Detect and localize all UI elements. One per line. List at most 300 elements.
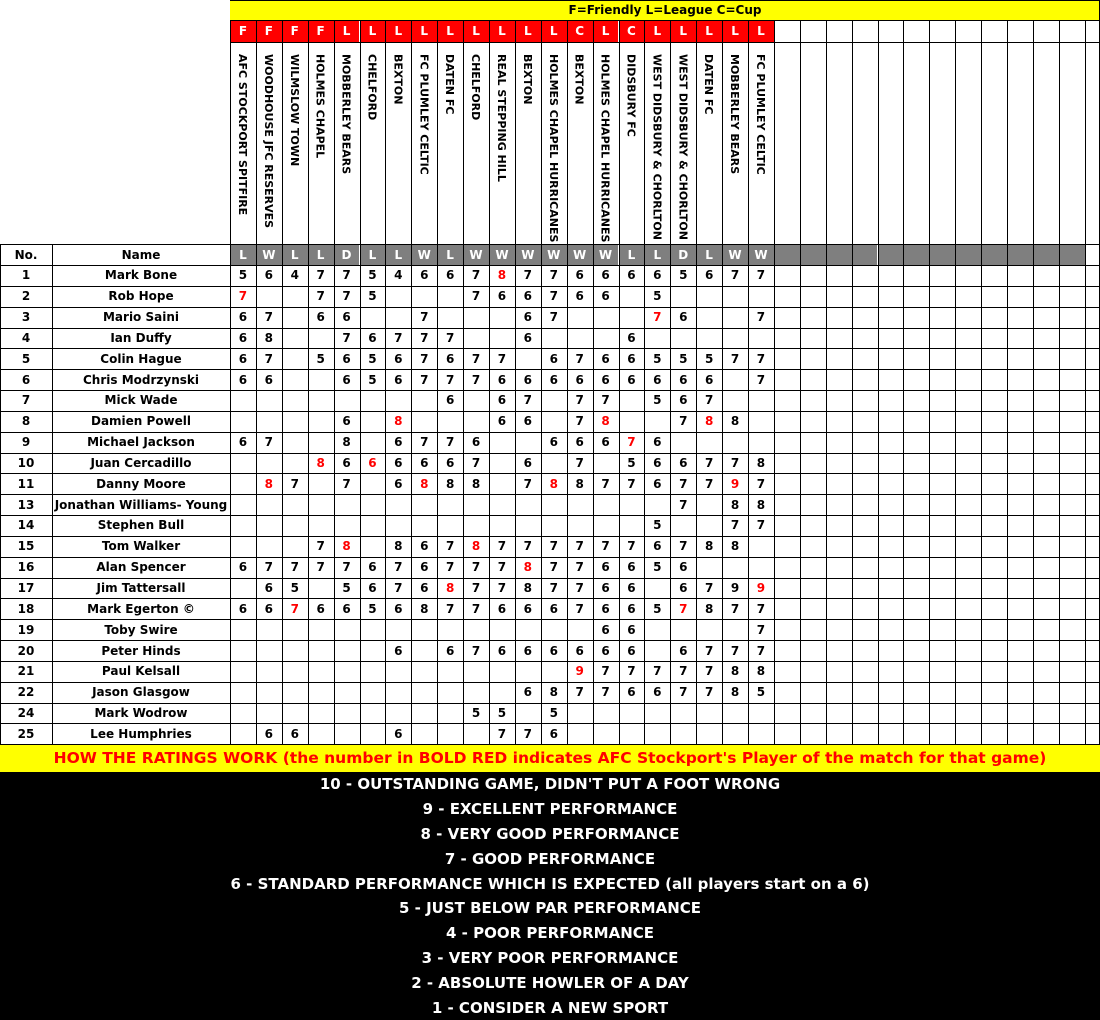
rating-cell: 6 — [497, 601, 507, 616]
rating-cell: 6 — [653, 372, 662, 387]
player-number: 17 — [17, 581, 35, 595]
rating-cell: 6 — [601, 289, 610, 304]
player-name: Alan Spencer — [96, 560, 186, 575]
rating-cell: 7 — [497, 726, 507, 741]
rating-cell: 6 — [549, 643, 558, 658]
rating-cell: 6 — [653, 455, 662, 470]
grid-line — [0, 473, 1100, 474]
rating-cell: 5 — [497, 706, 507, 721]
grid-line — [903, 20, 904, 744]
rating-cell: 7 — [601, 685, 610, 700]
rating-cell: 5 — [549, 706, 558, 721]
grid-line — [0, 723, 1100, 724]
grid-line — [0, 390, 1100, 391]
rating-cell: 5 — [679, 351, 688, 366]
rating-cell: 6 — [523, 289, 533, 304]
rating-cell: 7 — [756, 351, 766, 366]
rating-cell: 7 — [756, 372, 766, 387]
match-type-cell: L — [437, 20, 463, 42]
rating-key-line: 5 - JUST BELOW PAR PERFORMANCE — [398, 899, 702, 918]
rating-cell: 7 — [730, 643, 740, 658]
grid-line — [360, 20, 361, 744]
rating-cell: 8 — [756, 664, 766, 679]
rating-cell: 8 — [730, 664, 740, 679]
rating-cell: 7 — [420, 330, 429, 345]
rating-cell: 7 — [523, 726, 533, 741]
grid-line — [1007, 20, 1008, 744]
player-name: Mark Egerton © — [87, 601, 195, 616]
rating-cell: 7 — [601, 664, 610, 679]
empty-result-cell — [1033, 244, 1059, 265]
rating-cell: 8 — [704, 539, 714, 554]
rating-cell: 7 — [679, 414, 688, 429]
rating-cell: 6 — [445, 268, 455, 283]
rating-cell: 6 — [575, 435, 584, 450]
rating-cell: 6 — [238, 351, 248, 366]
grid-line — [230, 42, 1100, 43]
rating-cell: 7 — [342, 289, 351, 304]
rating-cell: 5 — [653, 560, 662, 575]
rating-cell: 5 — [342, 581, 351, 595]
rating-cell: 6 — [420, 560, 429, 575]
rating-cell: 6 — [394, 476, 403, 491]
opponent-name: WEST DIDSBURY & CHORLTON — [650, 54, 664, 240]
rating-cell: 6 — [497, 414, 507, 429]
player-number: 25 — [17, 726, 35, 741]
rating-cell: 6 — [601, 351, 610, 366]
grid-line — [541, 20, 542, 744]
player-name: Peter Hinds — [101, 643, 181, 658]
rating-cell: 6 — [394, 726, 403, 741]
ratings-key — [0, 772, 1100, 1020]
empty-result-cell — [800, 244, 826, 265]
rating-cell: 7 — [445, 560, 455, 575]
match-result-cell: W — [463, 244, 489, 265]
empty-result-cell — [955, 244, 981, 265]
player-number: 10 — [17, 455, 35, 470]
grid-line — [411, 20, 412, 744]
rating-cell: 7 — [679, 476, 688, 491]
rating-cell: 5 — [679, 268, 688, 283]
rating-cell: 6 — [601, 622, 610, 637]
rating-cell: 6 — [704, 268, 714, 283]
match-result-cell: L — [644, 244, 670, 265]
rating-cell: 6 — [679, 560, 688, 575]
rating-cell: 7 — [549, 289, 558, 304]
opponent-name: WILMSLOW TOWN — [287, 54, 301, 167]
opponent-name: FC PLUMLEY CELTIC — [754, 54, 767, 175]
motm-rating-cell: 8 — [394, 414, 403, 429]
match-result-cell: D — [670, 244, 696, 265]
motm-rating-cell: 8 — [549, 476, 558, 491]
player-number: 4 — [21, 330, 31, 345]
rating-cell: 7 — [316, 268, 325, 283]
player-number: 24 — [17, 706, 35, 721]
rating-cell: 6 — [394, 372, 403, 387]
match-type-cell: L — [541, 20, 567, 42]
rating-key-line: 10 - OUTSTANDING GAME, DIDN'T PUT A FOOT WRONG — [319, 775, 781, 794]
rating-cell: 6 — [601, 581, 610, 595]
rating-cell: 7 — [756, 601, 766, 616]
grid-line — [0, 453, 1100, 454]
rating-cell: 7 — [471, 351, 481, 366]
player-name: Jonathan Williams- Young — [54, 497, 228, 512]
rating-cell: 6 — [497, 372, 507, 387]
rating-key-line: 8 - VERY GOOD PERFORMANCE — [420, 824, 680, 843]
rating-cell: 7 — [601, 393, 610, 408]
rating-cell: 6 — [368, 581, 377, 595]
rating-cell: 5 — [368, 601, 377, 616]
match-type-cell: C — [619, 20, 645, 42]
empty-result-cell — [1059, 244, 1085, 265]
grid-line — [230, 20, 1100, 21]
rating-cell: 6 — [575, 643, 584, 658]
rating-key-line: 7 - GOOD PERFORMANCE — [444, 849, 656, 868]
rating-cell: 7 — [394, 581, 403, 595]
empty-result-cell — [878, 244, 904, 265]
player-number: 7 — [21, 393, 31, 408]
player-name: Paul Kelsall — [101, 664, 181, 679]
header-no: No. — [14, 247, 38, 262]
rating-cell: 7 — [549, 560, 558, 575]
rating-cell: 6 — [679, 581, 688, 595]
rating-cell: 6 — [601, 435, 610, 450]
match-result-cell: L — [282, 244, 308, 265]
empty-result-cell — [1007, 244, 1033, 265]
match-result-cell: L — [619, 244, 645, 265]
match-result-cell: W — [722, 244, 748, 265]
match-result-cell: W — [256, 244, 282, 265]
player-name: Mark Bone — [104, 268, 178, 283]
rating-cell: 7 — [756, 622, 766, 637]
grid-line — [852, 20, 853, 744]
rating-cell: 6 — [575, 268, 584, 283]
rating-cell: 7 — [471, 372, 481, 387]
player-name: Colin Hague — [100, 351, 182, 366]
rating-cell: 6 — [420, 539, 429, 554]
rating-cell: 6 — [653, 435, 662, 450]
grid-line — [644, 20, 645, 744]
player-number: 5 — [21, 351, 31, 366]
match-type-cell: L — [748, 20, 774, 42]
player-number: 3 — [21, 310, 31, 325]
rating-cell: 7 — [575, 560, 584, 575]
rating-cell: 6 — [238, 330, 248, 345]
rating-cell: 8 — [704, 601, 714, 616]
rating-cell: 7 — [653, 664, 662, 679]
rating-cell: 6 — [264, 581, 274, 595]
rating-cell: 6 — [653, 268, 662, 283]
rating-cell: 7 — [445, 539, 455, 554]
match-type-cell: L — [385, 20, 411, 42]
rating-cell: 7 — [601, 476, 610, 491]
grid-line — [0, 244, 1100, 245]
player-number: 20 — [17, 643, 35, 658]
opponent-name: WEST DIDSBURY & CHORLTON — [676, 54, 690, 240]
rating-cell: 5 — [756, 685, 766, 700]
rating-cell: 6 — [497, 289, 507, 304]
opponent-name: AFC STOCKPORT SPITFIRE — [236, 54, 249, 216]
rating-cell: 5 — [653, 601, 662, 616]
rating-cell: 5 — [653, 351, 662, 366]
rating-cell: 6 — [627, 560, 636, 575]
motm-rating-cell: 9 — [756, 581, 766, 595]
rating-cell: 7 — [679, 685, 688, 700]
rating-cell: 6 — [445, 393, 455, 408]
rating-cell: 7 — [420, 310, 429, 325]
motm-rating-cell: 7 — [290, 601, 299, 616]
rating-cell: 6 — [549, 726, 558, 741]
rating-cell: 7 — [756, 310, 766, 325]
match-result-cell: L — [308, 244, 334, 265]
rating-cell: 7 — [704, 685, 714, 700]
rating-cell: 6 — [264, 372, 274, 387]
grid-line — [955, 20, 956, 744]
rating-cell: 7 — [342, 268, 351, 283]
rating-cell: 5 — [368, 289, 377, 304]
rating-cell: 7 — [497, 560, 507, 575]
rating-cell: 6 — [679, 310, 688, 325]
match-type-cell: L — [696, 20, 722, 42]
grid-line — [878, 20, 879, 744]
rating-cell: 6 — [601, 643, 610, 658]
rating-cell: 8 — [445, 476, 455, 491]
rating-cell: 6 — [679, 372, 688, 387]
player-name: Rob Hope — [108, 289, 174, 304]
rating-cell: 5 — [238, 268, 248, 283]
rating-cell: 7 — [316, 289, 325, 304]
rating-cell: 6 — [497, 643, 507, 658]
rating-cell: 7 — [523, 476, 533, 491]
rating-cell: 7 — [627, 539, 636, 554]
rating-cell: 7 — [575, 685, 584, 700]
rating-cell: 6 — [342, 601, 351, 616]
rating-cell: 7 — [756, 476, 766, 491]
rating-cell: 5 — [653, 393, 662, 408]
rating-key-line: 2 - ABSOLUTE HOWLER OF A DAY — [411, 973, 689, 992]
rating-cell: 7 — [523, 393, 533, 408]
rating-cell: 6 — [238, 560, 248, 575]
rating-cell: 6 — [549, 601, 558, 616]
grid-line — [619, 20, 620, 744]
rating-cell: 6 — [290, 726, 299, 741]
opponent-name: BEXTON — [572, 54, 586, 105]
motm-rating-cell: 7 — [627, 435, 636, 450]
player-name: Chris Modrzynski — [83, 372, 199, 387]
rating-cell: 7 — [575, 601, 584, 616]
motm-rating-cell: 8 — [316, 455, 325, 470]
rating-cell: 7 — [756, 643, 766, 658]
opponent-name: CHELFORD — [469, 54, 483, 121]
rating-cell: 6 — [627, 622, 636, 637]
player-number: 22 — [17, 685, 35, 700]
match-type-cell: L — [334, 20, 360, 42]
rating-cell: 6 — [342, 455, 351, 470]
rating-cell: 6 — [238, 310, 248, 325]
match-type-cell: F — [282, 20, 308, 42]
rating-cell: 7 — [264, 351, 274, 366]
rating-cell: 8 — [394, 539, 403, 554]
player-number: 19 — [17, 622, 35, 637]
rating-cell: 6 — [394, 601, 403, 616]
match-result-cell: W — [748, 244, 774, 265]
rating-key-line: 4 - POOR PERFORMANCE — [445, 924, 655, 943]
rating-cell: 9 — [730, 581, 740, 595]
grid-line — [722, 20, 723, 744]
match-type-cell: C — [567, 20, 593, 42]
rating-cell: 6 — [238, 601, 248, 616]
rating-cell: 6 — [523, 372, 533, 387]
rating-cell: 7 — [756, 268, 766, 283]
grid-line — [0, 578, 1100, 579]
rating-cell: 6 — [316, 601, 325, 616]
grid-line — [567, 20, 568, 744]
rating-cell: 6 — [238, 372, 248, 387]
rating-key-line: 9 - EXCELLENT PERFORMANCE — [422, 800, 678, 819]
match-result-cell: W — [515, 244, 541, 265]
rating-key-line: 3 - VERY POOR PERFORMANCE — [421, 948, 679, 967]
motm-rating-cell: 9 — [730, 476, 740, 491]
rating-cell: 7 — [445, 601, 455, 616]
rating-cell: 7 — [679, 497, 688, 512]
grid-line — [0, 328, 1100, 329]
motm-rating-cell: 8 — [445, 581, 455, 595]
rating-cell: 7 — [704, 393, 714, 408]
rating-cell: 6 — [653, 539, 662, 554]
grid-line — [0, 744, 1100, 745]
motm-rating-cell: 7 — [238, 289, 248, 304]
player-name: Jim Tattersall — [96, 581, 186, 595]
rating-cell: 7 — [420, 351, 429, 366]
rating-cell: 7 — [730, 518, 740, 533]
rating-cell: 7 — [264, 560, 274, 575]
rating-cell: 7 — [316, 560, 325, 575]
match-result-cell: W — [411, 244, 437, 265]
rating-cell: 7 — [471, 455, 481, 470]
grid-line — [593, 20, 594, 744]
grid-line — [748, 20, 749, 744]
player-number: 2 — [21, 289, 31, 304]
grid-line — [230, 0, 1100, 1]
rating-cell: 7 — [264, 310, 274, 325]
rating-cell: 5 — [653, 518, 662, 533]
grid-line — [800, 20, 801, 744]
match-result-cell: L — [230, 244, 256, 265]
rating-cell: 6 — [627, 643, 636, 658]
rating-cell: 6 — [342, 414, 351, 429]
player-name: Toby Swire — [104, 622, 178, 637]
motm-rating-cell: 9 — [575, 664, 584, 679]
grid-line — [981, 20, 982, 744]
rating-cell: 7 — [730, 455, 740, 470]
rating-cell: 6 — [264, 726, 274, 741]
rating-cell: 6 — [420, 268, 429, 283]
rating-cell: 7 — [575, 455, 584, 470]
opponent-name: DIDSBURY FC — [624, 54, 638, 137]
rating-cell: 7 — [445, 372, 455, 387]
rating-cell: 6 — [420, 581, 429, 595]
rating-cell: 7 — [679, 539, 688, 554]
rating-cell: 7 — [704, 476, 714, 491]
rating-cell: 7 — [549, 539, 558, 554]
rating-cell: 8 — [730, 685, 740, 700]
rating-cell: 6 — [523, 643, 533, 658]
match-type-cell: F — [230, 20, 256, 42]
rating-cell: 6 — [445, 643, 455, 658]
rating-key-line: 1 - CONSIDER A NEW SPORT — [431, 998, 669, 1017]
match-type-cell: L — [670, 20, 696, 42]
opponent-name: HOLMES CHAPEL HURRICANES — [546, 54, 560, 243]
player-name: Mario Saini — [102, 310, 179, 325]
rating-cell: 7 — [523, 539, 533, 554]
motm-rating-cell: 8 — [342, 539, 351, 554]
rating-cell: 6 — [394, 455, 403, 470]
grid-line — [696, 20, 697, 744]
empty-result-cell — [826, 244, 852, 265]
rating-cell: 7 — [420, 372, 429, 387]
match-type-cell: L — [593, 20, 619, 42]
grid-line — [0, 682, 1100, 683]
rating-cell: 8 — [523, 581, 533, 595]
rating-cell: 6 — [497, 393, 507, 408]
player-name: Danny Moore — [96, 476, 186, 491]
rating-cell: 6 — [264, 268, 274, 283]
opponent-name: HOLMES CHAPEL — [313, 54, 327, 159]
rating-cell: 8 — [756, 497, 766, 512]
grid-line — [0, 348, 1100, 349]
rating-cell: 7 — [342, 560, 351, 575]
rating-cell: 8 — [730, 539, 740, 554]
grid-line — [437, 20, 438, 744]
match-type-cell: L — [463, 20, 489, 42]
rating-cell: 7 — [471, 268, 481, 283]
rating-cell: 7 — [601, 539, 610, 554]
player-number: 16 — [17, 560, 35, 575]
grid-line — [774, 20, 775, 744]
rating-cell: 6 — [342, 372, 351, 387]
rating-cell: 7 — [730, 268, 740, 283]
rating-cell: 6 — [627, 372, 636, 387]
rating-cell: 8 — [756, 455, 766, 470]
grid-line — [1059, 20, 1060, 744]
opponent-name: CHELFORD — [365, 54, 379, 121]
opponent-name: HOLMES CHAPEL HURRICANES — [598, 54, 612, 243]
match-result-cell: W — [489, 244, 515, 265]
grid-line — [256, 20, 257, 744]
player-name: Michael Jackson — [87, 435, 195, 450]
ratings-explanation-title: HOW THE RATINGS WORK (the number in BOLD RED indicates AFC Stockport's Player of the match for that game) — [0, 744, 1100, 772]
motm-rating-cell: 6 — [368, 455, 377, 470]
player-name: Mick Wade — [104, 393, 178, 408]
player-number: 6 — [21, 372, 31, 387]
opponent-name: BEXTON — [391, 54, 405, 105]
rating-cell: 6 — [342, 310, 351, 325]
player-name: Jason Glasgow — [92, 685, 190, 700]
rating-cell: 7 — [497, 539, 507, 554]
rating-cell: 6 — [420, 455, 429, 470]
rating-cell: 6 — [601, 601, 610, 616]
player-number: 18 — [17, 601, 35, 616]
grid-line — [385, 20, 386, 744]
match-result-cell: L — [696, 244, 722, 265]
rating-cell: 6 — [679, 455, 688, 470]
grid-line — [0, 494, 1100, 495]
grid-line — [1085, 20, 1086, 744]
grid-line — [0, 661, 1100, 662]
grid-line — [515, 20, 516, 744]
match-type-cell: F — [308, 20, 334, 42]
grid-line — [929, 20, 930, 744]
